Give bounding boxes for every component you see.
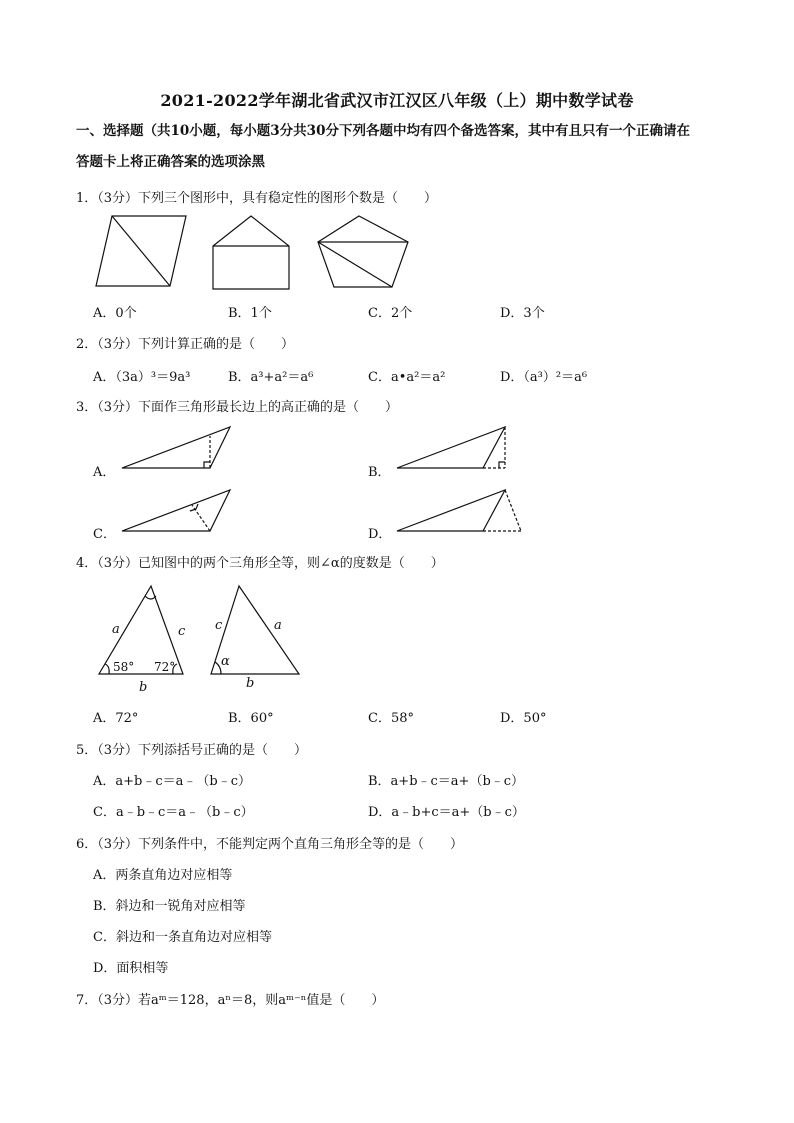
q4-label-a1: a [112,622,120,637]
q4-label-alpha: α [221,654,230,669]
question-4-option-c[interactable]: C．58° [368,711,414,726]
question-4-option-a[interactable]: A．72° [93,711,139,726]
q4-label-b2: b [246,676,255,691]
question-6-option-c[interactable]: C．斜边和一条直角边对应相等 [93,930,272,945]
question-1-option-a[interactable]: A．0个 [93,306,137,321]
question-6-option-d[interactable]: D．面积相等 [93,961,169,976]
question-3-figure-b [395,424,515,472]
section-heading [76,116,736,178]
section-heading-line1: 一、选择题（共10小题，每小题3分共30分下列各题中均有四个备选答案，其中有且只有一个正确请在 [76,123,690,139]
q4-label-a2: a [274,618,282,633]
question-3-stem: 3．（3分）下面作三角形最长边上的高正确的是（ ） [76,400,399,415]
angle-arc-58 [105,664,109,674]
question-1-figures [90,212,370,292]
page-title: 2021-2022学年湖北省武汉市江汉区八年级（上）期中数学试卷 [160,91,634,110]
question-2-option-b[interactable]: B．a³+a²＝a⁶ [228,370,314,385]
q4-label-b1: b [139,680,148,695]
parallelogram-diagonal [112,216,170,286]
question-2-option-c[interactable]: C．a•a²＝a² [368,370,446,385]
q4-label-72: 72° [154,660,176,674]
question-5-option-c[interactable]: C．a﹣b﹣c＝a﹣（b﹣c） [93,805,254,820]
question-6-option-b[interactable]: B．斜边和一锐角对应相等 [93,899,246,914]
question-3-option-c[interactable]: C． [93,527,116,542]
question-2-stem: 2．（3分）下列计算正确的是（ ） [76,337,295,352]
question-3-figure-d [395,487,525,535]
question-4-stem: 4．（3分）已知图中的两个三角形全等，则∠α的度数是（ ） [76,556,444,571]
house-figure [213,216,289,289]
question-5-option-b[interactable]: B．a+b﹣c＝a+（b﹣c） [368,774,525,789]
question-5-stem: 5．（3分）下列添括号正确的是（ ） [76,743,308,758]
question-4-option-b[interactable]: B．60° [228,711,274,726]
question-2-option-d[interactable]: D．（a³）²＝a⁶ [500,370,588,385]
question-3-option-d[interactable]: D． [368,527,392,542]
question-5-option-d[interactable]: D．a﹣b+c＝a+（b﹣c） [368,805,525,820]
q4-label-c1: c [178,624,186,639]
question-1-option-b[interactable]: B．1个 [228,306,272,321]
question-5-option-a[interactable]: A．a+b﹣c＝a﹣（b﹣c） [93,774,251,789]
question-3-option-a[interactable]: A． [93,465,116,480]
question-1-option-d[interactable]: D．3个 [500,306,545,321]
question-6-option-a[interactable]: A．两条直角边对应相等 [93,868,233,883]
question-4-option-d[interactable]: D．50° [500,711,547,726]
question-1-stem: 1．（3分）下列三个图形中，具有稳定性的图形个数是（ ） [76,191,438,206]
pentagon-figure [318,216,408,287]
question-3-option-b[interactable]: B． [368,465,391,480]
question-7-stem: 7．（3分）若aᵐ＝128，aⁿ＝8，则aᵐ⁻ⁿ值是（ ） [76,993,385,1008]
question-3-figure-c [120,487,235,535]
question-3-figure-a [120,424,235,472]
question-2-option-a[interactable]: A．（3a）³＝9a³ [93,370,191,385]
q4-label-58: 58° [113,660,135,674]
q4-label-c2: c [215,618,223,633]
pentagon-line2 [318,242,392,287]
question-6-stem: 6．（3分）下列条件中，不能判定两个直角三角形全等的是（ ） [76,837,464,852]
question-1-option-c[interactable]: C．2个 [368,306,413,321]
section-heading-line2: 答题卡上将正确答案的选项涂黑 [76,154,265,170]
